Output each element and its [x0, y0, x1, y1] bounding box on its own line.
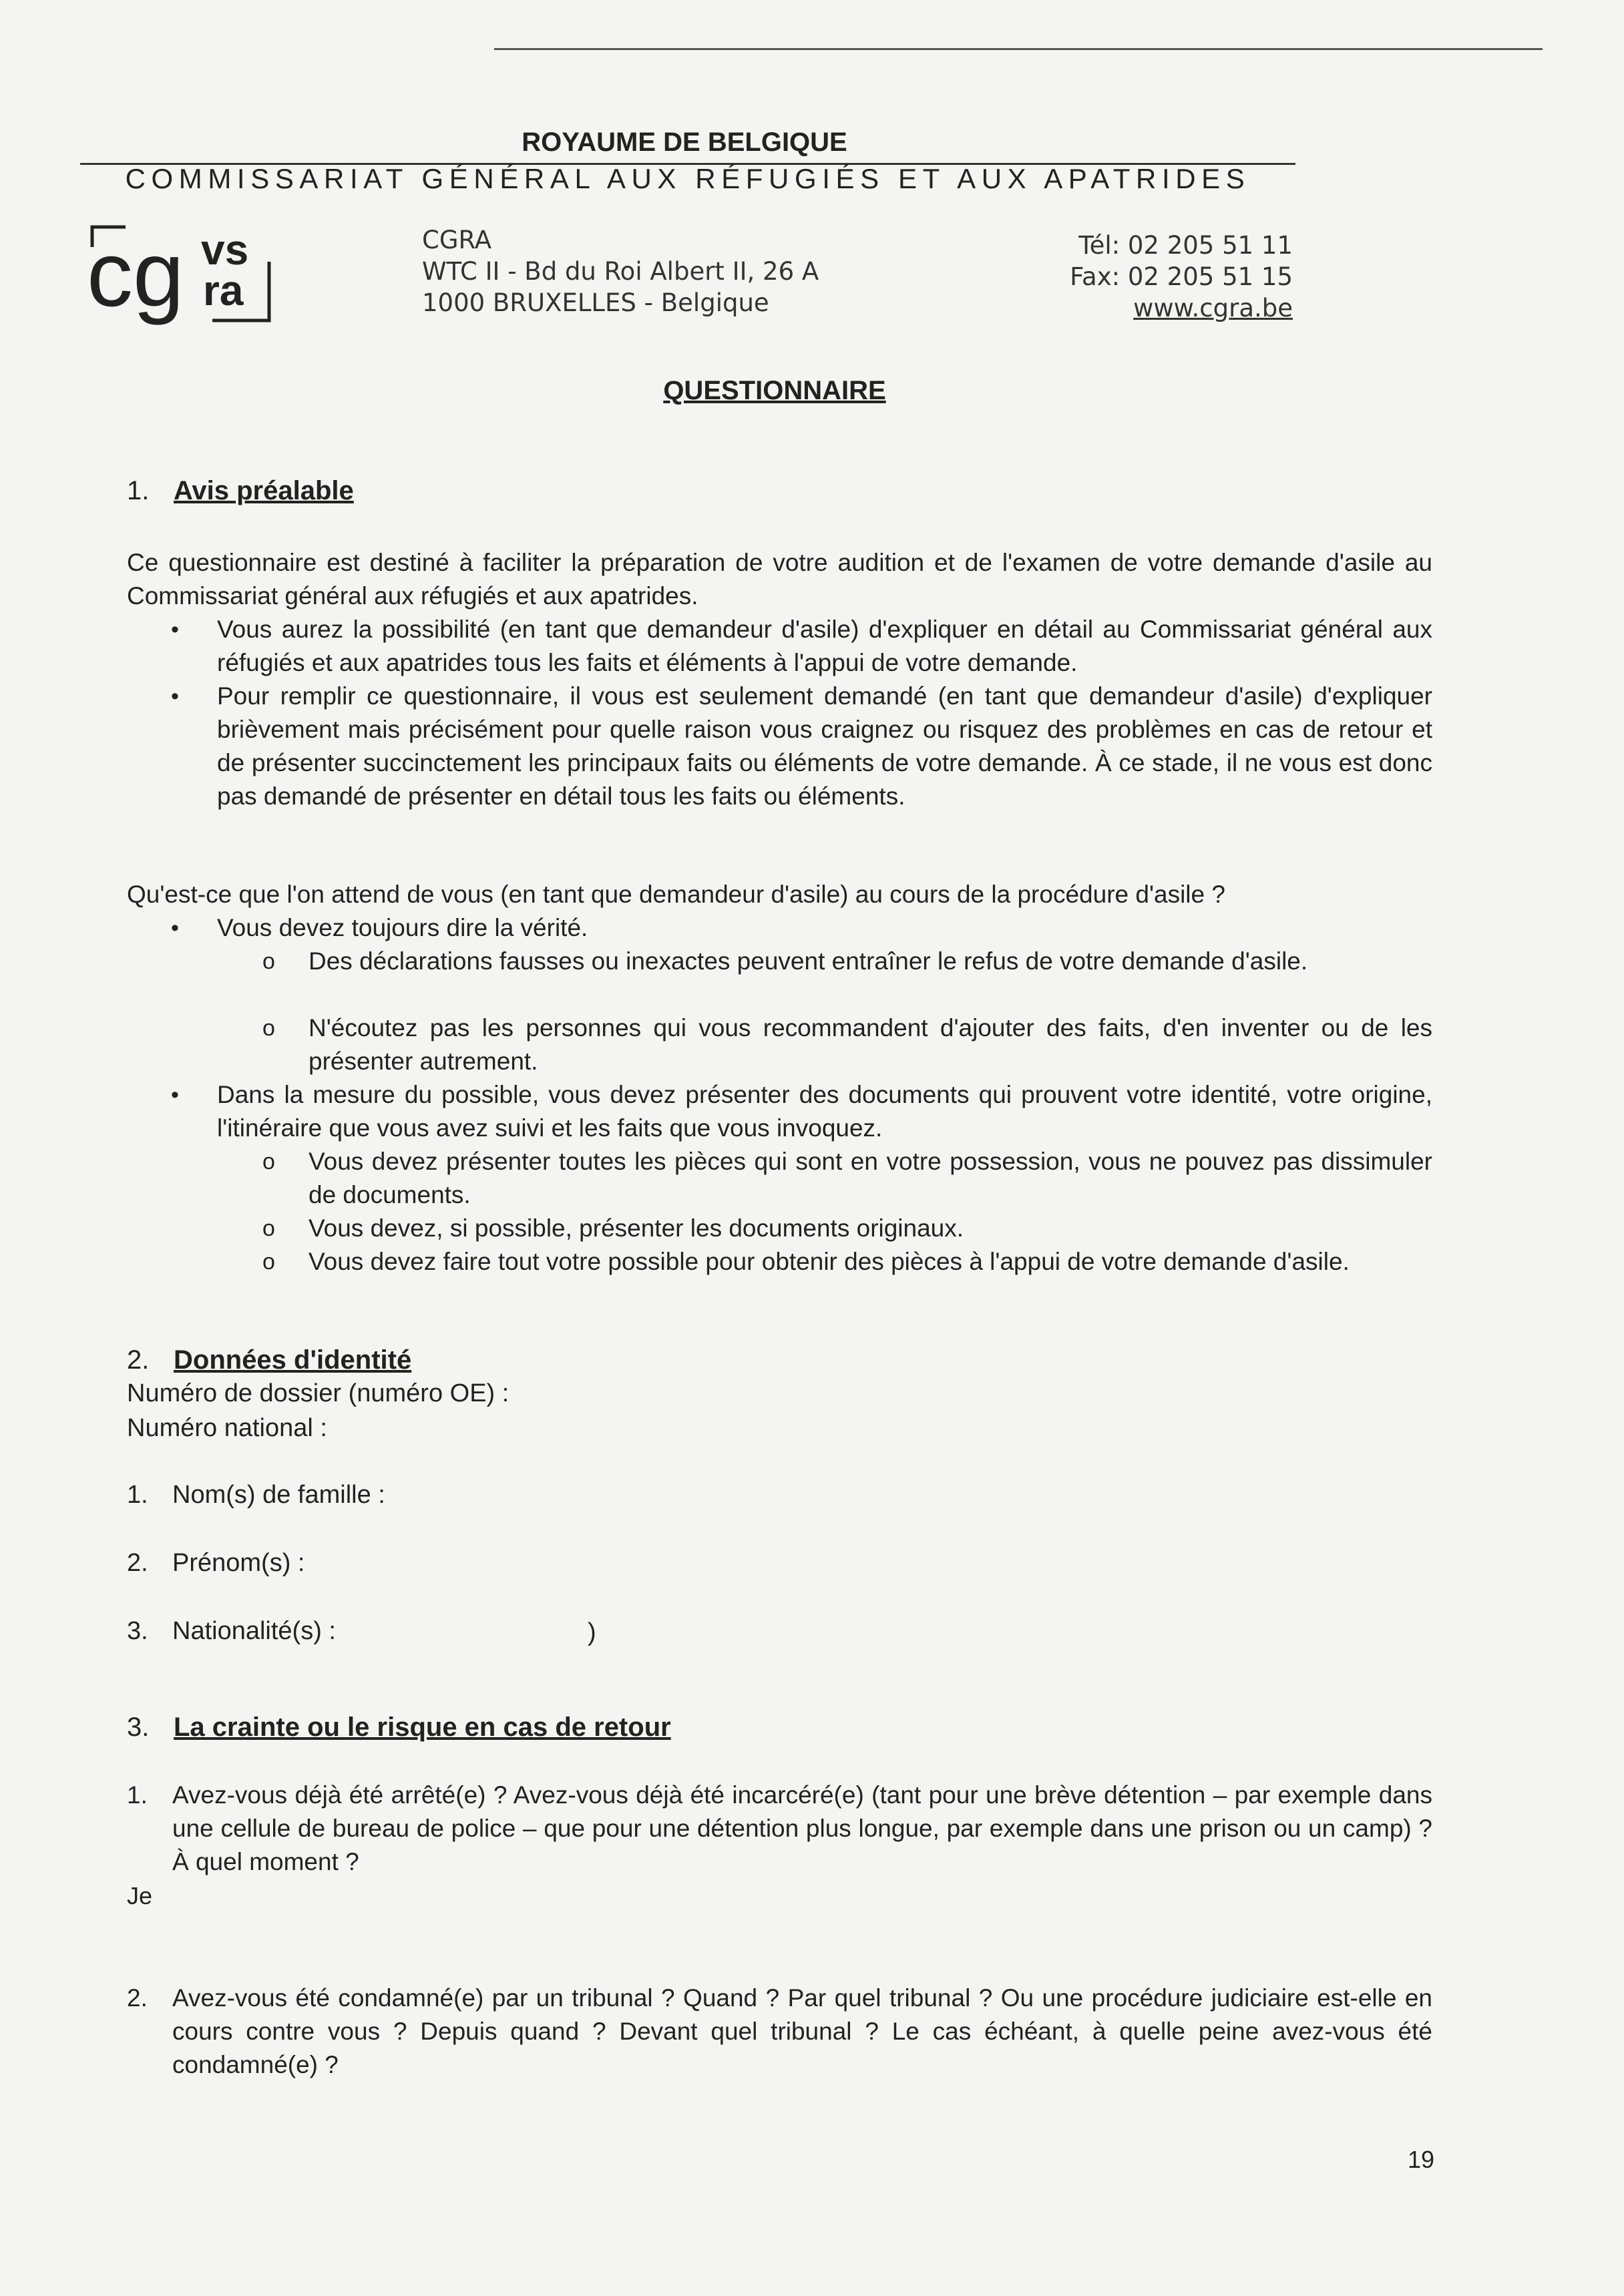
national-number-label: Numéro national : [127, 1414, 327, 1442]
expectations-question: Qu'est-ce que l'on attend de vous (en tant que demandeur d'asile) au cours de la procédure d'asile ? [127, 881, 1225, 908]
bullet-truth: Vous devez toujours dire la vérité. [217, 914, 588, 941]
bullet-documents: Dans la mesure du possible, vous devez présenter des documents qui prouvent votre identité, votre origine, l'itinéraire que vous avez suivi et les faits que vous invoquez. [217, 1081, 1432, 1142]
sub-bullet-originals: Vous devez, si possible, présenter les documents originaux. [309, 1214, 964, 1242]
section-3-number: 3. [127, 1712, 150, 1742]
bullet-icon: • [171, 617, 179, 642]
address-line-street: WTC II - Bd du Roi Albert II, 26 A [422, 257, 819, 286]
address-line-city: 1000 BRUXELLES - Belgique [422, 288, 769, 317]
logo-text-cg: cg [87, 223, 184, 326]
sub-bullet-dont-listen: N'écoutez pas les personnes qui vous recommandent d'ajouter des faits, d'en inventer ou de les présenter autrement. [309, 1014, 1432, 1075]
address-line-org: CGRA [422, 226, 492, 254]
family-name-field [127, 1478, 385, 1512]
bullet-icon: • [171, 915, 179, 941]
section-3-heading [127, 1710, 671, 1744]
sub-bullet-icon: o [262, 1149, 275, 1174]
section-2-heading [127, 1343, 411, 1377]
bullet-icon: • [171, 1082, 179, 1108]
section-2-label: Données d'identité [174, 1345, 412, 1375]
sub-bullet-all-pieces: Vous devez présenter toutes les pièces qui sont en votre possession, vous ne pouvez pas dissimuler de documents. [309, 1148, 1432, 1208]
logo-text-vs: vs [201, 226, 249, 274]
bullet-possibility: Vous aurez la possibilité (en tant que demandeur d'asile) d'expliquer en détail au Commissariat général aux réfugiés et aux apatrides tous les faits et éléments à l'appui de votre demande. [217, 616, 1432, 676]
dossier-number-label: Numéro de dossier (numéro OE) : [127, 1379, 510, 1407]
question-2-number: 2. [127, 1984, 148, 2012]
field-number: 1. [127, 1481, 148, 1509]
sub-bullet-icon: o [262, 1216, 275, 1241]
section-1-heading [127, 474, 354, 507]
contact-block [935, 230, 1293, 324]
bullet-instructions: Pour remplir ce questionnaire, il vous est seulement demandé (en tant que demandeur d'asile) d'expliquer brièvement mais précisément pour quelle raison vous craignez ou risquez des problèmes en cas de retour et de présenter succinctement les principaux faits ou éléments de votre demande. À ce stade, il ne vous est donc pas demandé de présenter en détail tous les faits ou éléments. [217, 682, 1432, 810]
section-2-number: 2. [127, 1345, 150, 1375]
phone-number: Tél: 02 205 51 11 [1078, 231, 1293, 260]
bullet-icon: • [171, 684, 179, 709]
document-title: QUESTIONNAIRE [663, 376, 886, 405]
fax-number: Fax: 02 205 51 15 [1070, 262, 1293, 291]
stray-parenthesis: ) [588, 1618, 596, 1646]
nationality-field [127, 1614, 336, 1648]
field-number: 2. [127, 1549, 148, 1577]
sub-bullet-obtain-pieces: Vous devez faire tout votre possible pour obtenir des pièces à l'appui de votre demande d'asile. [309, 1248, 1350, 1275]
section-1-number: 1. [127, 476, 150, 505]
field-label: Prénom(s) : [172, 1549, 305, 1577]
section-3-label: La crainte ou le risque en cas de retour [174, 1712, 671, 1742]
sub-bullet-icon: o [262, 1249, 275, 1275]
first-name-field [127, 1546, 304, 1580]
field-label: Nationalité(s) : [172, 1617, 336, 1645]
agency-name: COMMISSARIAT GÉNÉRAL AUX RÉFUGIÉS ET AUX APATRIDES [125, 163, 1251, 194]
website-link[interactable]: www.cgra.be [1133, 294, 1293, 322]
logo-text-ra: ra [203, 266, 244, 314]
question-1-number: 1. [127, 1781, 148, 1809]
intro-paragraph: Ce questionnaire est destiné à faciliter la préparation de votre audition et de l'examen de votre demande d'asile au Commissariat général aux réfugiés et aux apatrides. [127, 549, 1432, 610]
answer-fragment: Je [127, 1882, 153, 1909]
country-heading: ROYAUME DE BELGIQUE [522, 128, 847, 157]
cgra-logo [85, 220, 286, 327]
question-2-conviction: Avez-vous été condamné(e) par un tribunal ? Quand ? Par quel tribunal ? Ou une procédure judiciaire est-elle en cours contre vous ? Depuis quand ? Devant quel tribunal ? Le cas échéant, à quelle peine avez-vous été condamné(e) ? [172, 1984, 1432, 2078]
field-number: 3. [127, 1617, 148, 1645]
scan-top-rule [494, 48, 1543, 50]
sub-bullet-false-statements: Des déclarations fausses ou inexactes peuvent entraîner le refus de votre demande d'asile. [309, 947, 1308, 975]
sub-bullet-icon: o [262, 1015, 275, 1041]
question-1-arrest: Avez-vous déjà été arrêté(e) ? Avez-vous déjà été incarcéré(e) (tant pour une brève détention – par exemple dans une cellule de bureau de police – que pour une détention plus longue, par exemple dans une prison ou un camp) ? À quel moment ? [172, 1781, 1432, 1875]
sub-bullet-icon: o [262, 949, 275, 974]
section-1-label: Avis préalable [174, 476, 354, 505]
page-number: 19 [1408, 2146, 1435, 2173]
address-block [422, 224, 819, 318]
field-label: Nom(s) de famille : [172, 1481, 385, 1509]
